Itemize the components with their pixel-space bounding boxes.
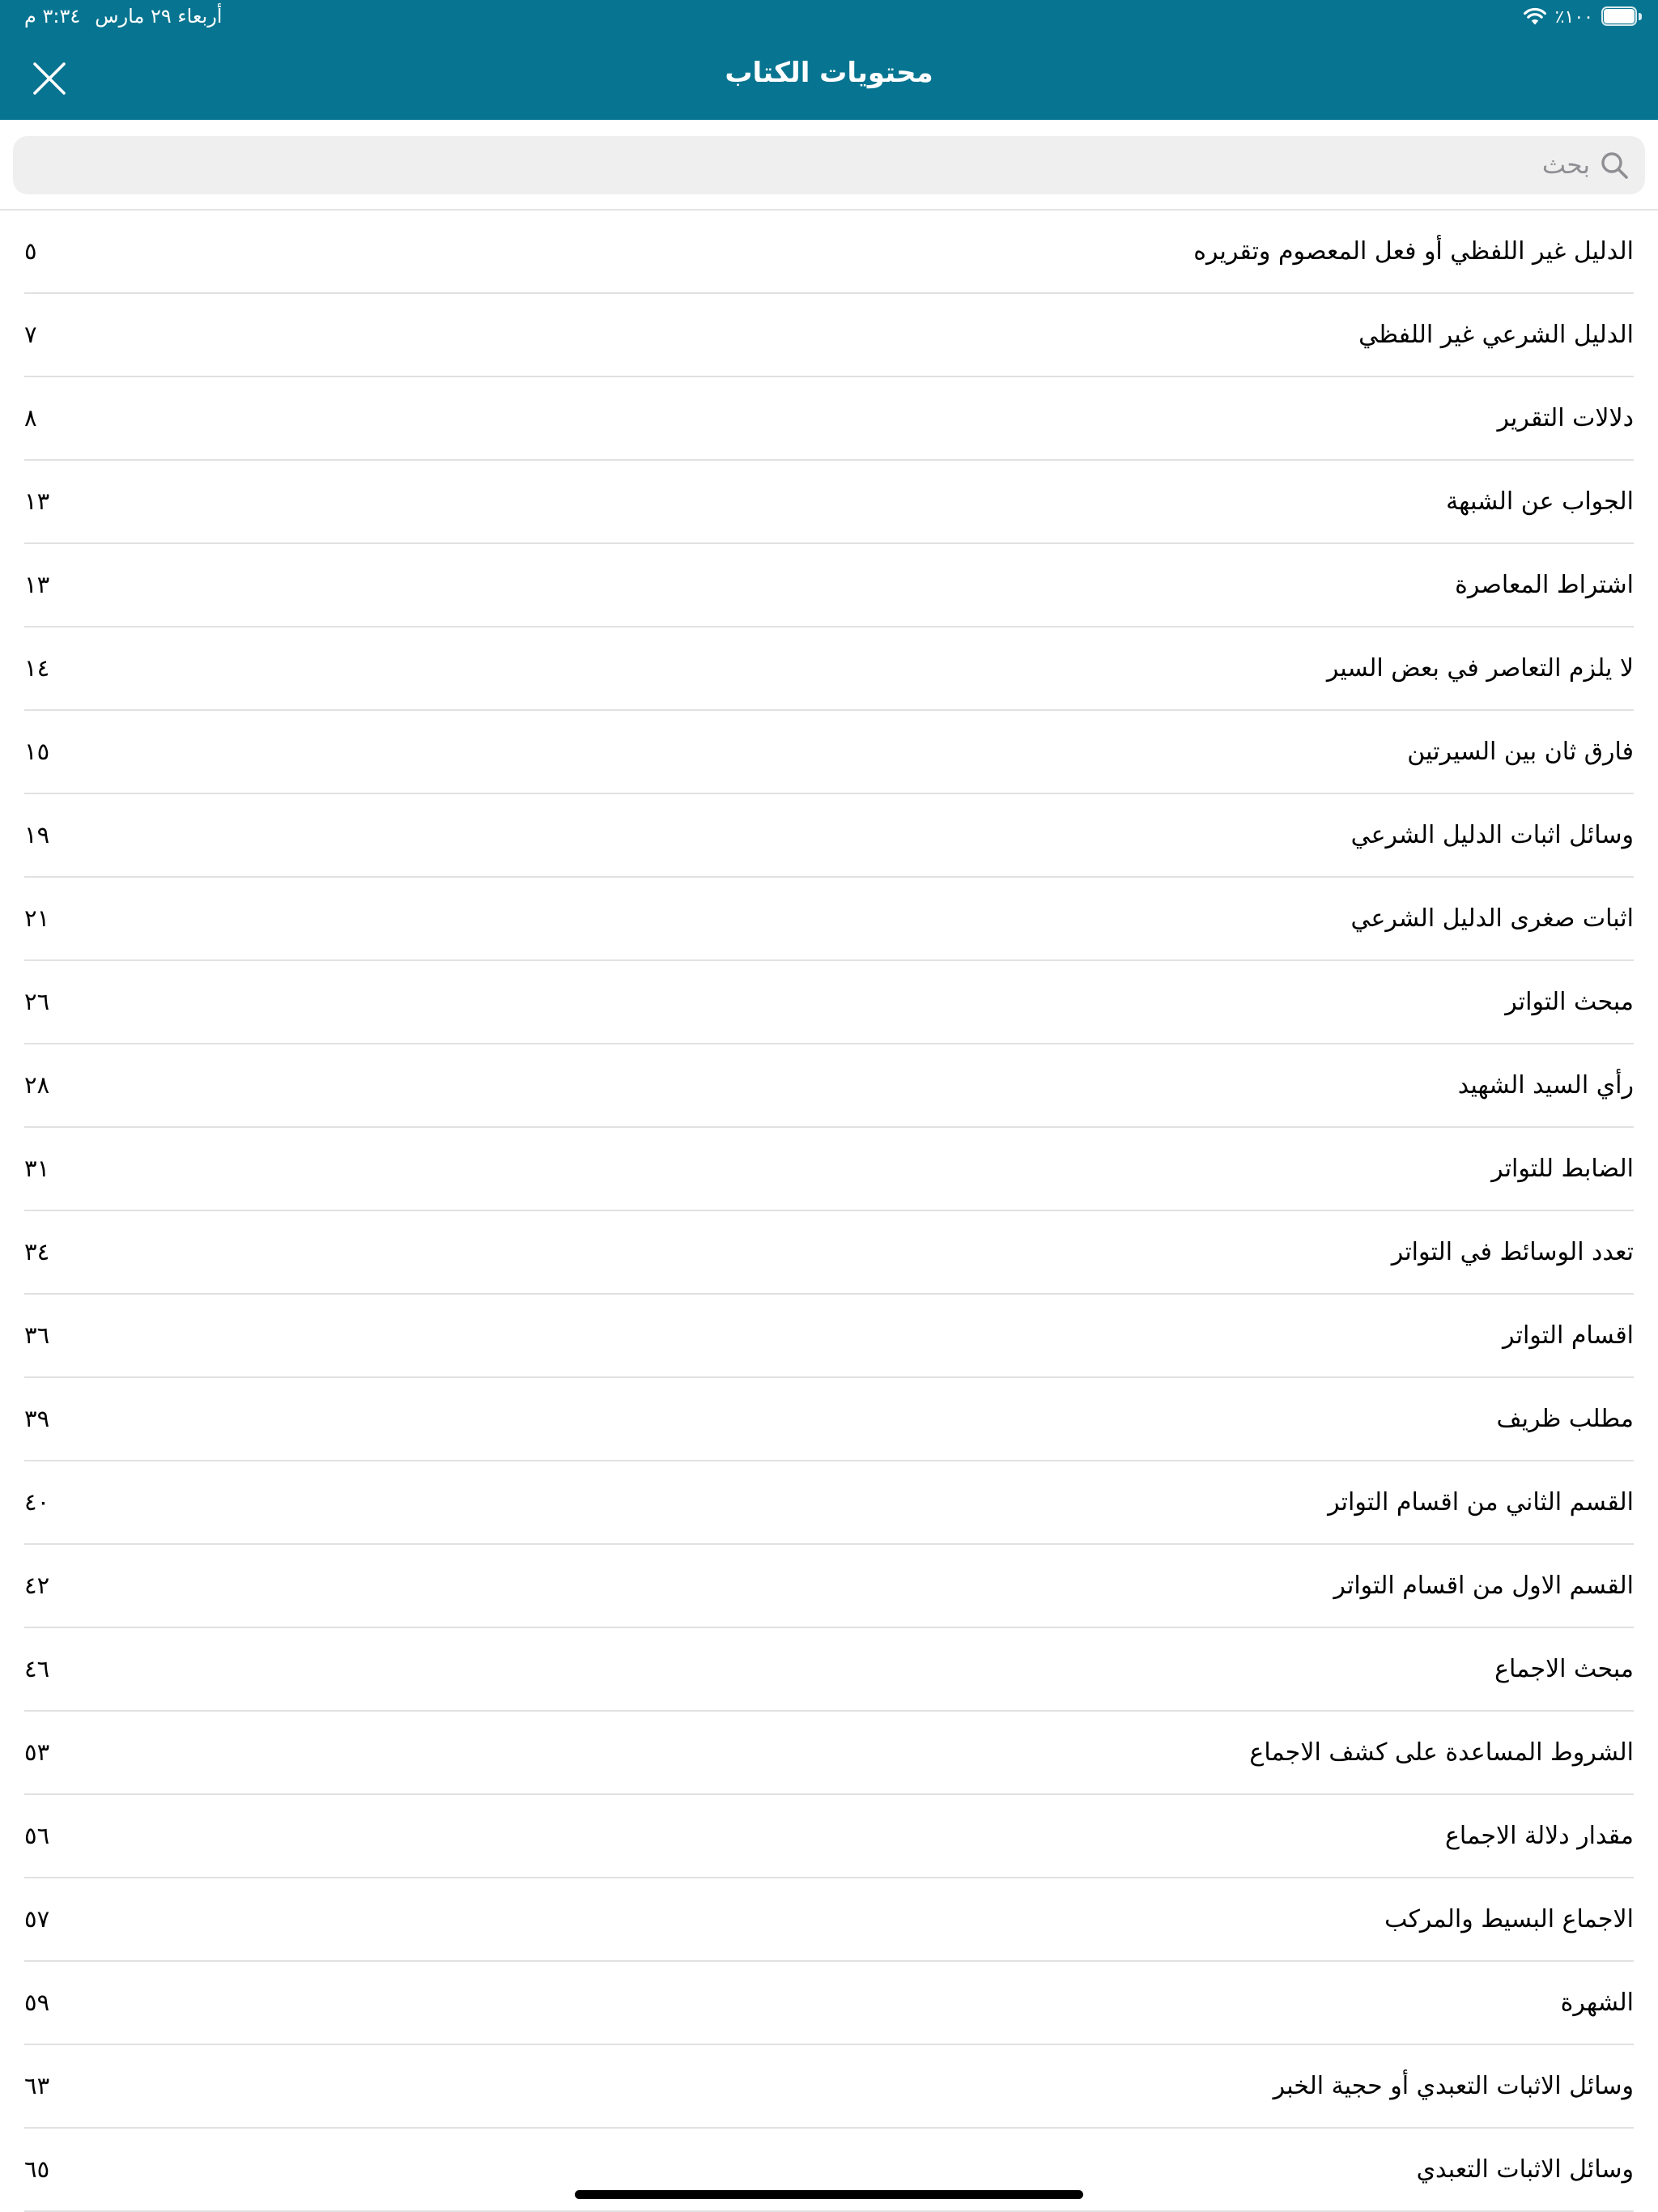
- list-item-page-number: ٧: [24, 321, 37, 348]
- list-item[interactable]: [24, 1295, 1634, 1378]
- search-icon: [1598, 149, 1630, 181]
- list-item-title: مبحث الاجماع: [1494, 1655, 1634, 1683]
- list-item[interactable]: [24, 627, 1634, 711]
- close-icon: [31, 60, 68, 97]
- home-indicator[interactable]: [575, 2190, 1083, 2199]
- list-item[interactable]: [24, 878, 1634, 961]
- list-item[interactable]: [24, 961, 1634, 1044]
- list-item[interactable]: [24, 1044, 1634, 1128]
- list-item-title: الشهرة: [1560, 1989, 1634, 2017]
- list-item[interactable]: [24, 2045, 1634, 2129]
- status-date-time: [24, 5, 222, 28]
- list-item-page-number: ٨: [24, 404, 37, 432]
- list-item-title: فارق ثان بين السيرتين: [1407, 738, 1634, 766]
- status-bar: [0, 0, 1658, 39]
- list-item-title: مبحث التواتر: [1505, 988, 1634, 1016]
- search-bar[interactable]: [13, 136, 1645, 194]
- battery-percentage: ٪١٠٠: [1554, 6, 1593, 28]
- list-item[interactable]: [24, 1962, 1634, 2045]
- list-item-title: الدليل الشرعي غير اللفظي: [1358, 321, 1634, 349]
- list-item[interactable]: [24, 1628, 1634, 1712]
- list-item[interactable]: [24, 2129, 1634, 2212]
- list-item-page-number: ٤٢: [24, 1572, 50, 1599]
- status-date: أربعاء ٢٩ مارس: [95, 5, 223, 28]
- list-item-title: وسائل الاثبات التعبدي أو حجية الخبر: [1273, 2072, 1634, 2100]
- list-item-title: لا يلزم التعاصر في بعض السير: [1326, 654, 1634, 683]
- list-item-title: القسم الاول من اقسام التواتر: [1333, 1572, 1634, 1600]
- list-item[interactable]: [24, 544, 1634, 627]
- list-item-page-number: ١٥: [24, 738, 50, 765]
- list-item-page-number: ١٣: [24, 571, 50, 598]
- list-item-title: مقدار دلالة الاجماع: [1445, 1822, 1634, 1850]
- list-item-page-number: ٦٥: [24, 2155, 50, 2183]
- list-item-page-number: ٤٠: [24, 1488, 50, 1516]
- list-item-page-number: ٣٤: [24, 1238, 50, 1266]
- list-item-page-number: ٣١: [24, 1155, 50, 1182]
- search-input[interactable]: [68, 136, 1590, 194]
- list-item[interactable]: [24, 711, 1634, 794]
- list-item-title: الدليل غير اللفظي أو فعل المعصوم وتقريره: [1193, 237, 1634, 266]
- list-item-page-number: ١٩: [24, 821, 50, 849]
- list-item[interactable]: [24, 211, 1634, 294]
- list-item[interactable]: [24, 294, 1634, 377]
- list-item-title: الجواب عن الشبهة: [1446, 487, 1634, 516]
- list-item[interactable]: [24, 1378, 1634, 1461]
- list-item-title: القسم الثاني من اقسام التواتر: [1328, 1488, 1634, 1516]
- list-item-page-number: ٥٩: [24, 1989, 50, 2016]
- list-item-page-number: ٣٩: [24, 1405, 50, 1432]
- list-item[interactable]: [24, 794, 1634, 878]
- list-item-page-number: ٣٦: [24, 1321, 50, 1349]
- list-item-page-number: ٥٣: [24, 1738, 50, 1766]
- list-item[interactable]: [24, 377, 1634, 461]
- list-item-title: الضابط للتواتر: [1491, 1155, 1634, 1183]
- list-item-page-number: ٢٨: [24, 1071, 50, 1099]
- list-item-title: اشتراط المعاصرة: [1455, 571, 1634, 599]
- list-item-page-number: ٦٣: [24, 2072, 50, 2099]
- list-item-page-number: ٥٦: [24, 1822, 50, 1849]
- list-item-title: مطلب ظريف: [1496, 1405, 1634, 1433]
- table-of-contents-list: [0, 211, 1658, 2212]
- list-item-title: وسائل الاثبات التعبدي: [1416, 2155, 1634, 2184]
- list-item[interactable]: [24, 1712, 1634, 1795]
- status-time: ٣:٣٤ م: [24, 5, 81, 28]
- list-item-title: الاجماع البسيط والمركب: [1384, 1905, 1634, 1933]
- close-button[interactable]: [31, 60, 68, 97]
- list-item-page-number: ٥٧: [24, 1905, 50, 1933]
- list-item-title: اثبات صغرى الدليل الشرعي: [1350, 904, 1634, 933]
- navigation-header: [0, 0, 1658, 120]
- list-item-title: رأي السيد الشهيد: [1457, 1071, 1634, 1100]
- list-item[interactable]: [24, 1795, 1634, 1878]
- page-title: محتويات الكتاب: [725, 57, 933, 89]
- list-item-page-number: ٢٦: [24, 988, 50, 1015]
- battery-icon: [1601, 6, 1643, 28]
- list-item-page-number: ٤٦: [24, 1655, 50, 1682]
- list-item-page-number: ٢١: [24, 904, 50, 932]
- list-item[interactable]: [24, 1545, 1634, 1628]
- list-item-page-number: ١٣: [24, 487, 50, 515]
- wifi-icon: [1523, 7, 1547, 27]
- list-item-title: تعدد الوسائط في التواتر: [1391, 1238, 1634, 1266]
- list-item[interactable]: [24, 1878, 1634, 1962]
- list-item-title: الشروط المساعدة على كشف الاجماع: [1249, 1738, 1634, 1767]
- list-item-title: دلالات التقرير: [1497, 404, 1634, 432]
- status-indicators: [1523, 6, 1643, 28]
- list-item[interactable]: [24, 461, 1634, 544]
- list-item-title: وسائل اثبات الدليل الشرعي: [1350, 821, 1634, 849]
- list-item-page-number: ١٤: [24, 654, 50, 682]
- list-item[interactable]: [24, 1211, 1634, 1295]
- list-item-title: اقسام التواتر: [1503, 1321, 1634, 1350]
- list-item-page-number: ٥: [24, 237, 37, 265]
- list-item[interactable]: [24, 1461, 1634, 1545]
- list-item[interactable]: [24, 1128, 1634, 1211]
